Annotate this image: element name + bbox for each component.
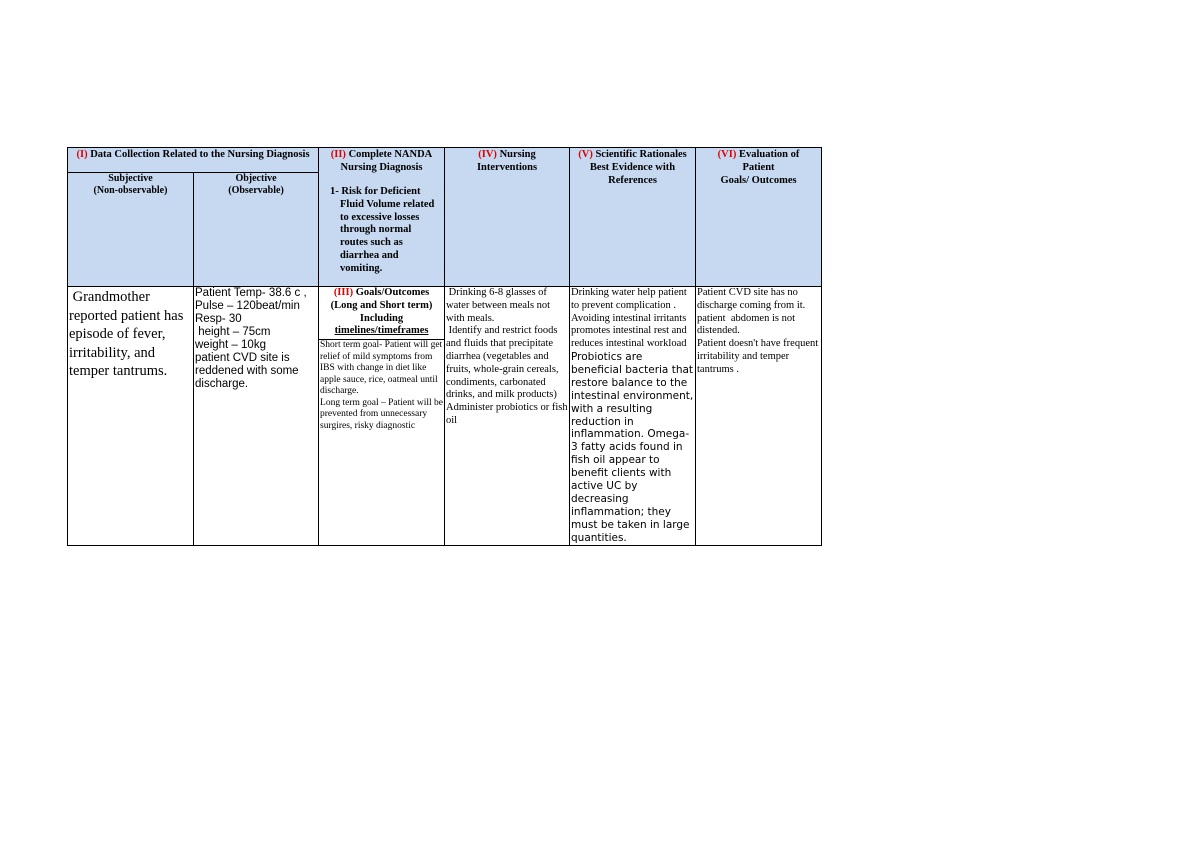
goals-header (319, 287, 444, 340)
objective-label: Objective (235, 173, 277, 184)
evaluation-item: patient abdomen is not distended. (697, 312, 798, 337)
subjective-label: Subjective (108, 173, 153, 184)
header-title: Patient (742, 162, 775, 173)
header-num: (I) (76, 149, 88, 160)
header-num: (V) (578, 149, 593, 160)
body-row (68, 287, 822, 546)
header-title: Interventions (476, 162, 538, 173)
header-title: Scientific Rationales (595, 149, 687, 160)
short-term-goal: Short term goal- Patient will get relief of mild symptoms from IBS with change in diet like apple sauce, rice, oatmeal until discharge. (320, 340, 443, 397)
header-title: Nursing Diagnosis (340, 162, 423, 173)
goals-title: Goals/Outcomes (355, 287, 430, 298)
header-data-collection (68, 148, 319, 173)
cell-goals (319, 287, 445, 546)
header-nanda-diagnosis (319, 148, 445, 287)
header-evaluation (696, 148, 822, 287)
rationale-text: Drinking water help patient to prevent complication . Avoiding intestinal irritants promotes intestinal rest and reduces intestinal workload (571, 287, 687, 350)
goals-title: timelines/timeframes (334, 325, 429, 337)
header-title: Goals/ Outcomes (720, 175, 797, 186)
objective-item: patient CVD site is reddened with some discharge. (195, 352, 299, 390)
header-objective (194, 173, 319, 287)
cell-interventions (445, 287, 570, 546)
header-num: (VI) (717, 149, 737, 160)
nursing-care-plan-table (67, 147, 822, 546)
header-title: Evaluation of (738, 149, 800, 160)
subjective-sublabel: (Non-observable) (93, 185, 168, 196)
diagnosis-text: 1- Risk for Deficient (330, 186, 421, 197)
long-term-goal: Long term goal – Patient will be prevented from unnecessary surgires, risky diagnostic (320, 397, 443, 431)
cell-rationales (570, 287, 696, 546)
header-subjective (68, 173, 194, 287)
cell-evaluation (696, 287, 822, 546)
evaluation-item: Patient doesn't have frequent irritability and temper tantrums . (697, 338, 819, 375)
objective-item: Pulse – 120beat/min (195, 300, 300, 312)
header-title: References (608, 175, 657, 186)
goals-title: Including (359, 312, 404, 324)
cell-objective (194, 287, 319, 546)
objective-item: weight – 10kg (195, 339, 266, 351)
header-title: Nursing (499, 149, 536, 160)
objective-sublabel: (Observable) (228, 185, 284, 196)
objective-item: Resp- 30 (195, 313, 242, 325)
header-nursing-interventions (445, 148, 570, 287)
interventions-text: Drinking 6-8 glasses of water between meals not with meals. Identify and restrict foods and fluids that precipitate diarrhea (vegetables and fruits, whole-grain cereals, condiments, carbonated drinks, and milk products) Administer probiotics or fish oil (446, 287, 568, 426)
diagnosis-text: Fluid Volume related to excessive losses through normal routes such as diarrhea and vomiting. (340, 198, 435, 274)
objective-item: height – 75cm (195, 326, 271, 338)
objective-item: Patient Temp- 38.6 c , (195, 287, 307, 299)
rationale-text: Probiotics are beneficial bacteria that restore balance to the intestinal environment, with a resulting reduction in inflammation. Omega-3 fatty acids found in fish oil appear to benefit clients with active UC by decreasing inflammation; they must be taken in large quantities. (571, 350, 694, 544)
cell-subjective (68, 287, 194, 546)
header-num: (III) (333, 287, 354, 298)
header-title: Complete NANDA (348, 149, 433, 160)
header-title: Data Collection Related to the Nursing Diagnosis (90, 149, 310, 160)
evaluation-item: Patient CVD site has no discharge coming from it. (697, 287, 806, 311)
header-num: (IV) (478, 149, 497, 160)
objective-list (195, 287, 317, 391)
subjective-text: Grandmother reported patient has episode of fever, irritability, and temper tantrums. (69, 289, 187, 379)
header-num: (II) (330, 149, 346, 160)
goals-title: (Long and Short term) (330, 299, 433, 311)
header-row-1 (68, 148, 822, 173)
header-scientific-rationales (570, 148, 696, 287)
header-title: Best Evidence with (589, 162, 676, 173)
